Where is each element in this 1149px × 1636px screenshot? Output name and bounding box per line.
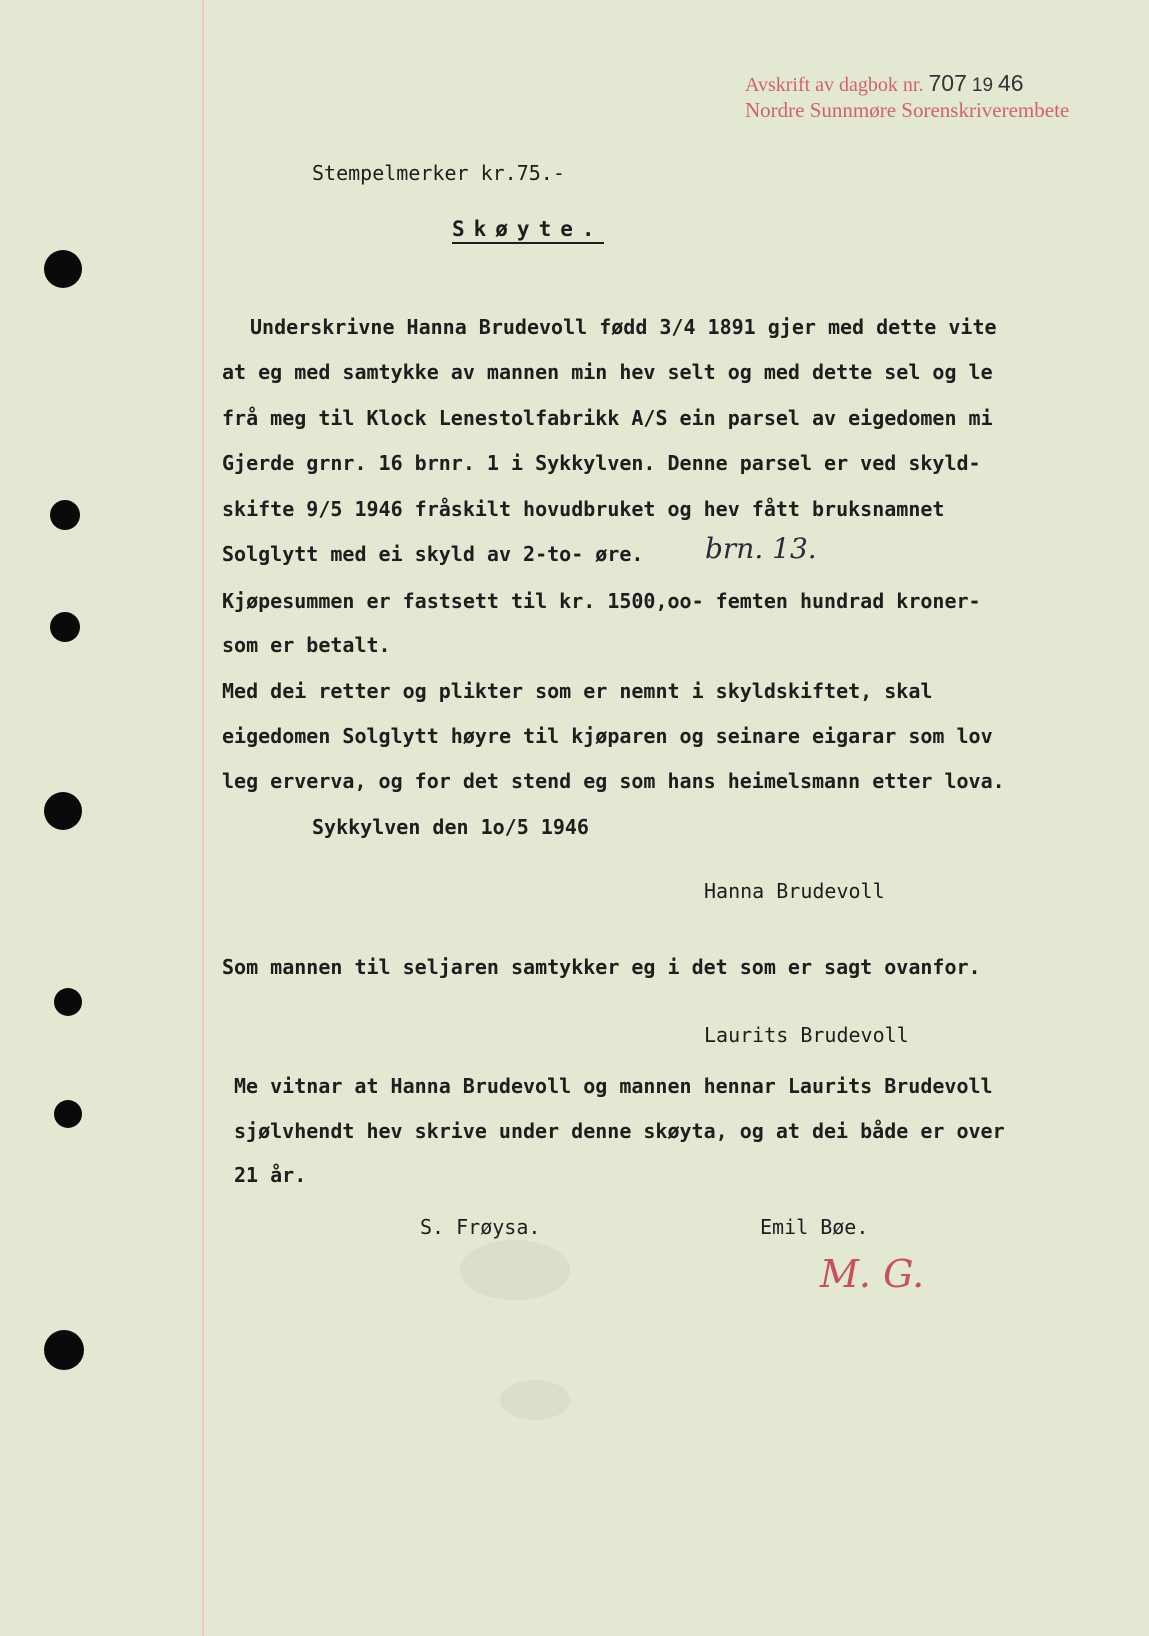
body-line: Solglytt med ei skyld av 2-to- øre. bbox=[222, 542, 644, 566]
body-line: skifte 9/5 1946 fråskilt hovudbruket og hev fått bruksnamnet bbox=[222, 497, 945, 521]
witness-line: 21 år. bbox=[234, 1163, 307, 1187]
stamp-year-suffix: 46 bbox=[998, 70, 1024, 96]
punch-hole bbox=[50, 612, 80, 642]
body-line: frå meg til Klock Lenestolfabrikk A/S ein parsel av eigedomen mi bbox=[222, 406, 993, 430]
stamp-entry-number: 707 bbox=[928, 70, 967, 96]
punch-hole bbox=[44, 250, 82, 288]
paper-stain bbox=[500, 1380, 570, 1420]
witness-line: Me vitnar at Hanna Brudevoll og mannen hennar Laurits Brudevoll bbox=[234, 1074, 993, 1098]
clerk-initials: M. G. bbox=[820, 1252, 925, 1296]
witness-line: sjølvhendt hev skrive under denne skøyta, og at dei både er over bbox=[234, 1119, 1005, 1143]
handwritten-annotation: brn. 13. bbox=[705, 532, 817, 565]
punch-hole bbox=[44, 1330, 84, 1370]
document-heading: Skøyte. bbox=[452, 216, 604, 244]
paper-stain bbox=[460, 1240, 570, 1300]
stamp-office: Nordre Sunnmøre Sorenskriverembete bbox=[745, 98, 1070, 122]
signature-husband: Laurits Brudevoll bbox=[704, 1023, 909, 1047]
stamp-year-prefix: 19 bbox=[971, 75, 994, 96]
punch-hole bbox=[54, 988, 82, 1016]
body-line: leg erverva, og for det stend eg som hans heimelsmann etter lova. bbox=[222, 769, 1005, 793]
witness-signature-1: S. Frøysa. bbox=[420, 1215, 541, 1239]
registry-stamp bbox=[745, 70, 1069, 123]
stamp-label: Avskrift av dagbok nr. bbox=[745, 74, 924, 96]
body-line: som er betalt. bbox=[222, 633, 391, 657]
body-line: Kjøpesummen er fastsett til kr. 1500,oo- femten hundrad kroner- bbox=[222, 589, 981, 613]
body-line: at eg med samtykke av mannen min hev selt og med dette sel og le bbox=[222, 360, 993, 384]
punch-hole bbox=[44, 792, 82, 830]
punch-hole bbox=[50, 500, 80, 530]
body-line: Underskrivne Hanna Brudevoll fødd 3/4 1891 gjer med dette vite bbox=[250, 315, 997, 339]
body-line: Med dei retter og plikter som er nemnt i skyldskiftet, skal bbox=[222, 679, 933, 703]
body-line: eigedomen Solglytt høyre til kjøparen og seinare eigarar som lov bbox=[222, 724, 993, 748]
margin-rule bbox=[202, 0, 204, 1636]
stamp-duty-line: Stempelmerker kr.75.- bbox=[312, 161, 565, 185]
place-date: Sykkylven den 1o/5 1946 bbox=[312, 815, 589, 839]
punch-hole bbox=[54, 1100, 82, 1128]
signature-seller: Hanna Brudevoll bbox=[704, 879, 885, 903]
body-line: Gjerde grnr. 16 brnr. 1 i Sykkylven. Denne parsel er ved skyld- bbox=[222, 451, 981, 475]
witness-signature-2: Emil Bøe. bbox=[760, 1215, 869, 1239]
consent-statement: Som mannen til seljaren samtykker eg i det som er sagt ovanfor. bbox=[222, 955, 981, 979]
